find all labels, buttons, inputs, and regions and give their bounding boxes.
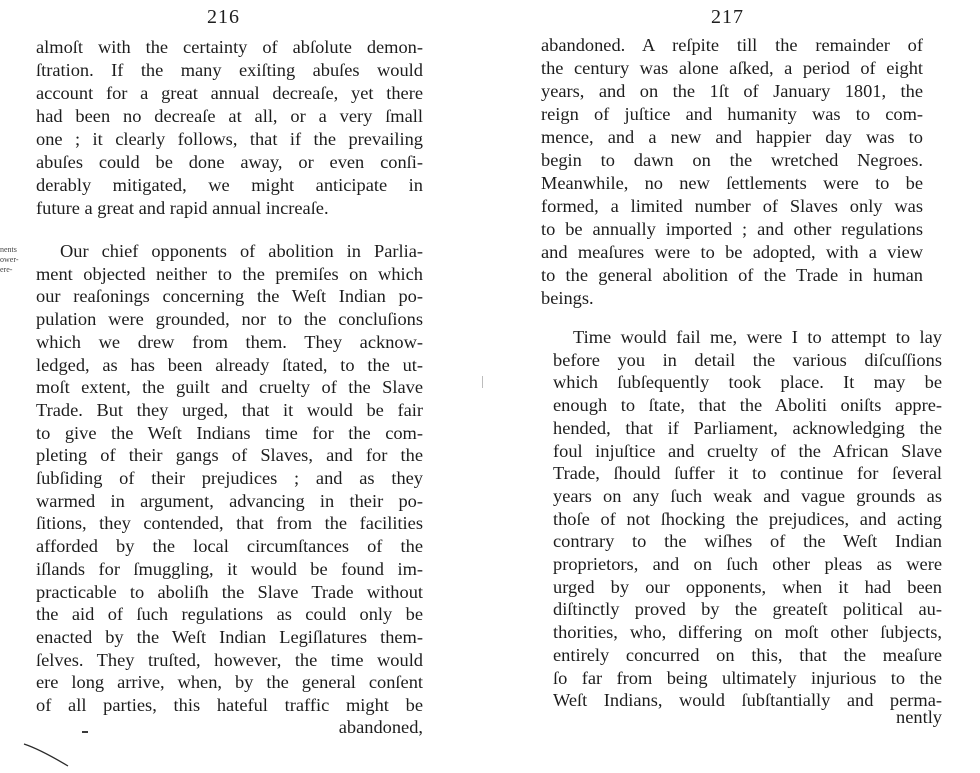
text-line: ſtration. If the many exiſting abuſes would (36, 60, 423, 80)
text-line: thoſe of not ſhocking the prejudices, and acting (553, 508, 942, 529)
text-line: mence, and a new and happier day was to (541, 127, 923, 147)
text-line: the century was alone aſked, a period of eight (541, 58, 923, 78)
margin-note-line: ower- (0, 255, 19, 264)
text-line: ledged, as has been already ſtated, to the ut- (36, 354, 423, 375)
text-line: abuſes could be done away, or even conſi- (36, 152, 423, 172)
text-line: Trade. But they urged, that it would be fair (36, 399, 423, 420)
text-line: pulation were grounded, nor to the concluſions (36, 309, 423, 330)
text-line: before you in detail the various diſcuſſions (553, 349, 942, 370)
margin-note (0, 245, 24, 275)
text-line: beings. (541, 288, 594, 308)
text-line: contrary to the wiſhes of the Weſt Indian (553, 531, 942, 552)
text-line: which we drew from them. They acknow- (36, 331, 423, 352)
text-line: ſitions, they contended, that from the facilities (36, 513, 423, 534)
text-line: account for a great annual decreaſe, yet there (36, 83, 423, 103)
text-line: derably mitigated, we might anticipate in (36, 175, 423, 195)
text-line: Trade, ſhould ſuffer it to continue for ſeveral (553, 463, 942, 484)
text-line: iſlands for ſmuggling, it would be found im- (36, 558, 423, 579)
text-line: of all parties, this hateful traffic might be (36, 695, 423, 715)
text-line: diſtinctly proved by the greateſt political au- (553, 599, 942, 620)
catchword-right: nently (896, 707, 942, 727)
text-line: years, and on the 1ſt of January 1801, the (541, 81, 923, 101)
text-line: which ſubſequently took place. It may be (553, 372, 942, 393)
text-line: future a great and rapid annual increaſe. (36, 198, 329, 218)
page-number-right: 217 (711, 6, 744, 28)
text-line: ſo far from being ultimately injurious to the (553, 667, 942, 688)
text-line: Weſt Indians, would ſubſtantially and perma- (553, 690, 942, 711)
text-line: Time would fail me, were I to attempt to lay (573, 327, 942, 347)
text-line: Meanwhile, no new ſettlements were to be (541, 173, 923, 193)
text-line: abandoned. A reſpite till the remainder of (541, 35, 923, 55)
text-line: foul injuſtice and cruelty of the African Slave (553, 440, 942, 461)
gutter-mark (482, 376, 483, 388)
page-number-left: 216 (207, 6, 240, 28)
text-line: pleting of their gangs of Slaves, and for the (36, 445, 423, 466)
text-line: the aid of ſuch regulations as could only be (36, 604, 423, 625)
text-line: had been no decreaſe at all, or a very ſmall (36, 106, 423, 126)
text-line: warmed in argument, advancing in their po- (36, 490, 423, 511)
margin-note-line: nents (0, 245, 17, 254)
text-line: formed, a limited number of Slaves only was (541, 196, 923, 216)
text-line: moſt extent, the guilt and cruelty of the Slave (36, 377, 423, 398)
text-line: afforded by the local circumſtances of the (36, 536, 423, 557)
text-line: Our chief opponents of abolition in Parlia- (60, 241, 423, 261)
text-line: to give the Weſt Indians time for the com- (36, 422, 423, 443)
text-line: to the general abolition of the Trade in human (541, 265, 923, 285)
text-line: enacted by the Weſt Indian Legiſlatures them- (36, 626, 423, 647)
text-line: hended, that if Parliament, acknowledging the (553, 417, 942, 438)
text-line: proprietors, and on ſuch other pleas as were (553, 554, 942, 574)
text-line: ſelves. They truſted, however, the time would (36, 649, 423, 670)
text-line: almoſt with the certainty of abſolute demon- (36, 37, 423, 57)
text-line: ſubſiding of their prejudices ; and as they (36, 468, 423, 488)
text-line: ment objected neither to the premiſes on which (36, 263, 423, 284)
pen-stroke-mark (22, 740, 72, 770)
text-line: thorities, who, differing on moſt other ſubjects, (553, 622, 942, 643)
text-line: reign of juſtice and humanity was to com- (541, 104, 923, 124)
text-line: years on any ſuch weak and vague grounds as (553, 485, 942, 506)
ink-dash (82, 731, 88, 733)
text-line: ere long arrive, when, by the general conſent (36, 672, 423, 693)
text-line: and meaſures were to be adopted, with a view (541, 242, 923, 262)
catchword-left: abandoned, (338, 717, 423, 737)
margin-note-line: ere- (0, 265, 13, 274)
text-line: to be annually imported ; and other regulations (541, 219, 923, 239)
text-line: entirely concurred on this, that the meaſure (553, 644, 942, 665)
text-line: begin to dawn on the wretched Negroes. (541, 150, 923, 170)
text-line: urged by our opponents, when it had been (553, 576, 942, 597)
text-line: enough to ſtate, that the Aboliti oniſts appre- (553, 395, 942, 416)
text-line: one ; it clearly follows, that if the prevailing (36, 129, 423, 149)
text-line: practicable to aboliſh the Slave Trade without (36, 581, 423, 602)
text-line: our reaſonings concerning the Weſt Indian po- (36, 286, 423, 307)
